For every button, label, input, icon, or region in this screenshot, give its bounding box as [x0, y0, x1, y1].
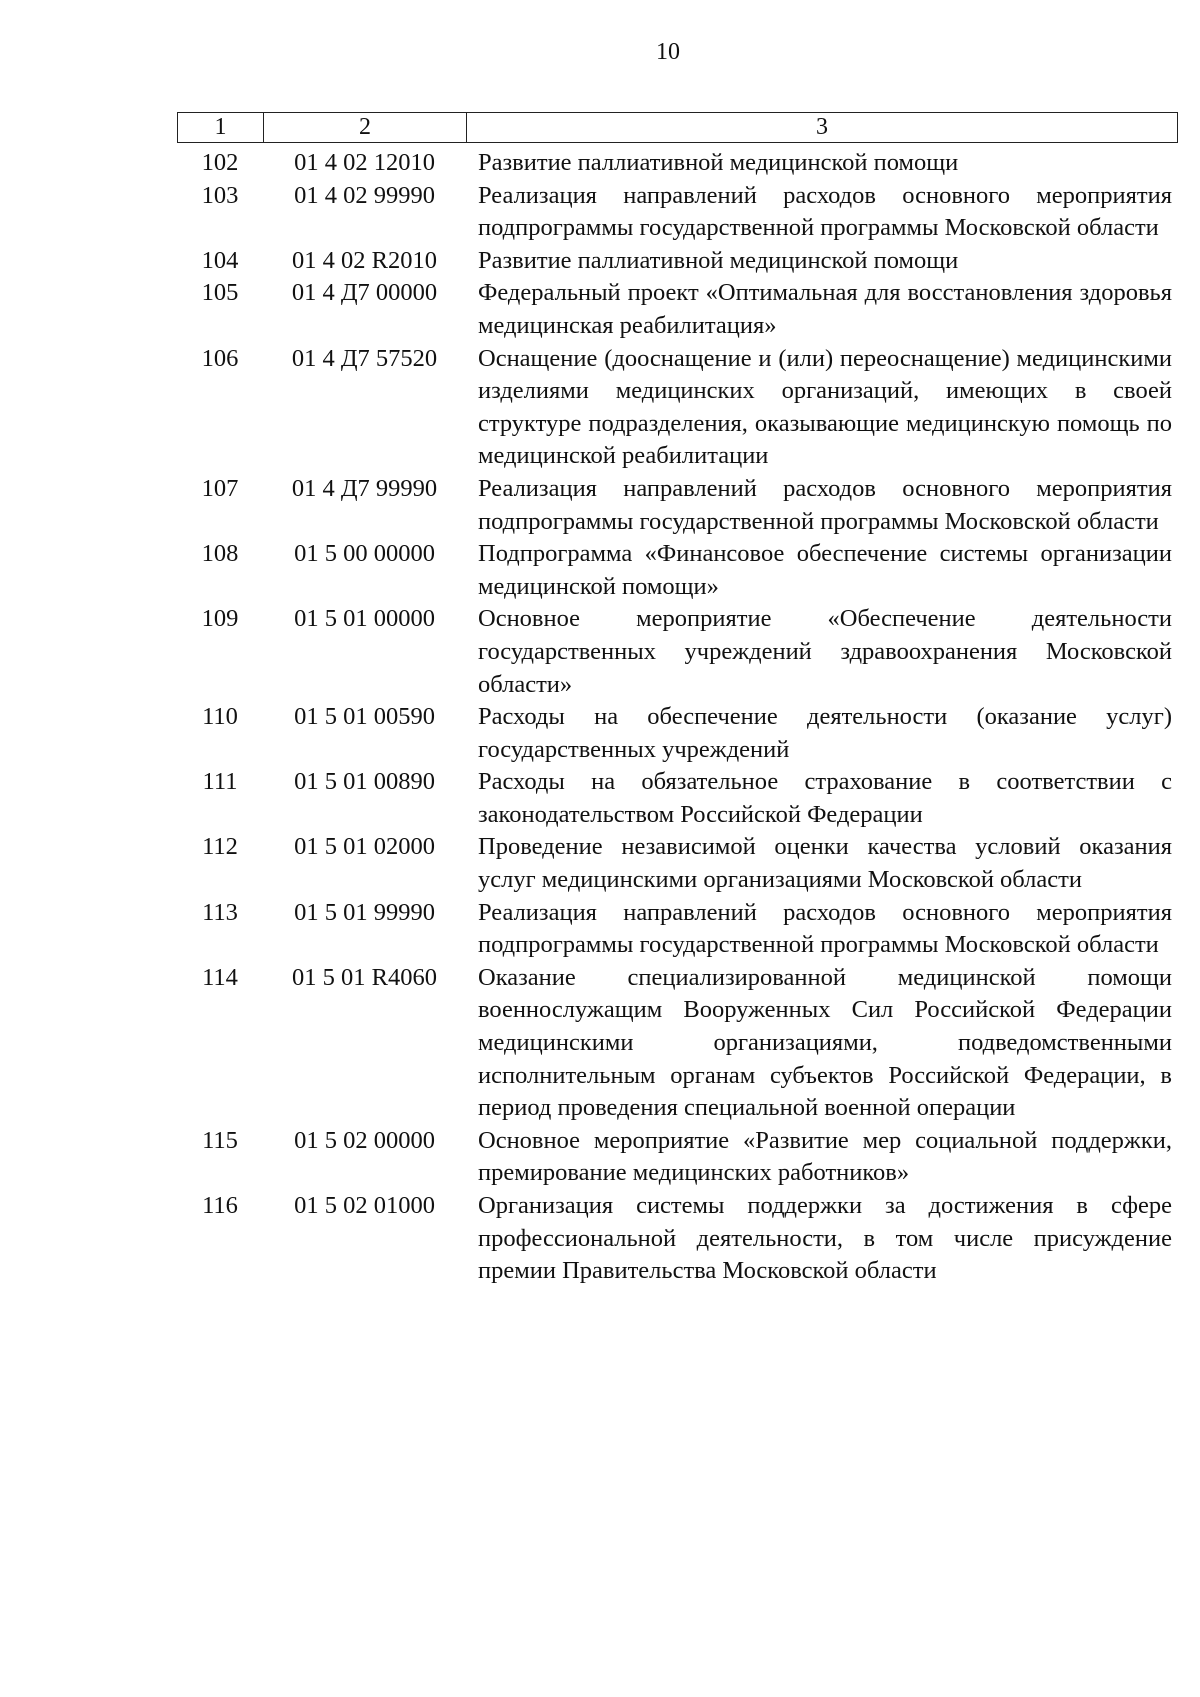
row-code: 01 4 02 99990	[294, 181, 435, 209]
table-row	[177, 1125, 1178, 1190]
row-number: 106	[201, 344, 239, 372]
row-number: 105	[201, 279, 239, 307]
row-code: 01 5 01 00590	[294, 703, 435, 731]
row-description: Проведение независимой оценки качества условий оказания услуг медицинскими организациями Московской области	[478, 833, 1172, 894]
table-row	[177, 147, 1178, 180]
row-number: 111	[202, 768, 238, 796]
row-description: Реализация направлений расходов основного мероприятия подпрограммы государственной программы Московской области	[478, 474, 1172, 535]
table-body	[177, 147, 1178, 1288]
header-col-1: 1	[178, 113, 264, 142]
table-row	[177, 343, 1178, 473]
row-code: 01 4 02 12010	[294, 149, 435, 176]
table-row	[177, 277, 1178, 342]
row-number: 110	[202, 703, 238, 731]
row-number: 103	[201, 181, 239, 209]
header-col-2: 2	[264, 113, 467, 142]
row-description: Расходы на обеспечение деятельности (оказание услуг) государственных учреждений	[478, 703, 1172, 763]
table-row	[177, 766, 1178, 831]
table-row	[177, 962, 1178, 1125]
row-number: 104	[201, 246, 239, 274]
table-row	[177, 897, 1178, 962]
row-code: 01 5 02 00000	[294, 1126, 435, 1154]
table-row	[177, 473, 1178, 538]
row-description: Федеральный проект «Оптимальная для восстановления здоровья медицинская реабилитация»	[478, 279, 1172, 339]
row-code: 01 5 02 01000	[294, 1192, 435, 1219]
table-row	[177, 245, 1178, 278]
row-code: 01 5 01 02000	[294, 833, 435, 861]
row-number: 102	[201, 149, 239, 176]
table-row	[177, 603, 1178, 701]
row-description: Развитие паллиативной медицинской помощи	[478, 149, 959, 176]
row-code: 01 5 01 R4060	[292, 963, 437, 991]
row-description: Оказание специализированной медицинской помощи военнослужащим Вооруженных Сил Российской Федерации медицинскими организациями, подведомственными исполнительным органам субъектов Российской Федерации, в период проведения специальной военной операции	[478, 963, 1172, 1122]
row-number: 108	[201, 540, 239, 568]
row-code: 01 5 01 00000	[294, 605, 435, 633]
row-description: Оснащение (дооснащение и (или) переоснащение) медицинскими изделиями медицинских организаций, имеющих в своей структуре подразделения, оказывающие медицинскую помощь по медицинской реабилитации	[478, 344, 1172, 470]
row-description: Развитие паллиативной медицинской помощи	[478, 246, 959, 274]
row-description: Подпрограмма «Финансовое обеспечение системы организации медицинской помощи»	[478, 540, 1172, 600]
row-code: 01 4 Д7 99990	[291, 474, 438, 502]
table-header-row	[177, 112, 1178, 143]
row-description: Основное мероприятие «Обеспечение деятельности государственных учреждений здравоохранения Московской области»	[478, 605, 1172, 698]
row-number: 115	[202, 1126, 238, 1154]
row-number: 107	[201, 474, 239, 502]
page-number: 10	[656, 39, 680, 65]
table-row	[177, 701, 1178, 766]
table-row	[177, 1190, 1178, 1288]
row-description: Реализация направлений расходов основного мероприятия подпрограммы государственной программы Московской области	[478, 898, 1172, 959]
row-number: 114	[202, 963, 238, 991]
table-row	[177, 538, 1178, 603]
row-code: 01 4 Д7 57520	[291, 344, 438, 372]
row-code: 01 4 02 R2010	[292, 246, 437, 274]
row-number: 109	[201, 605, 239, 633]
row-number: 112	[202, 833, 238, 861]
row-description: Основное мероприятие «Развитие мер социальной поддержки, премирование медицинских работников»	[478, 1126, 1172, 1187]
table-row	[177, 180, 1178, 245]
header-col-3: 3	[816, 114, 828, 140]
row-number: 113	[202, 898, 238, 926]
row-description: Организация системы поддержки за достижения в сфере профессиональной деятельности, в том числе присуждение премии Правительства Московской области	[478, 1192, 1172, 1285]
row-number: 116	[202, 1192, 238, 1219]
table-row	[177, 831, 1178, 896]
row-code: 01 5 01 99990	[294, 898, 435, 926]
row-code: 01 5 00 00000	[294, 540, 435, 568]
row-code: 01 4 Д7 00000	[291, 279, 438, 307]
row-code: 01 5 01 00890	[294, 768, 435, 796]
row-description: Реализация направлений расходов основного мероприятия подпрограммы государственной программы Московской области	[478, 181, 1172, 242]
row-description: Расходы на обязательное страхование в соответствии с законодательством Российской Федерации	[478, 768, 1172, 828]
